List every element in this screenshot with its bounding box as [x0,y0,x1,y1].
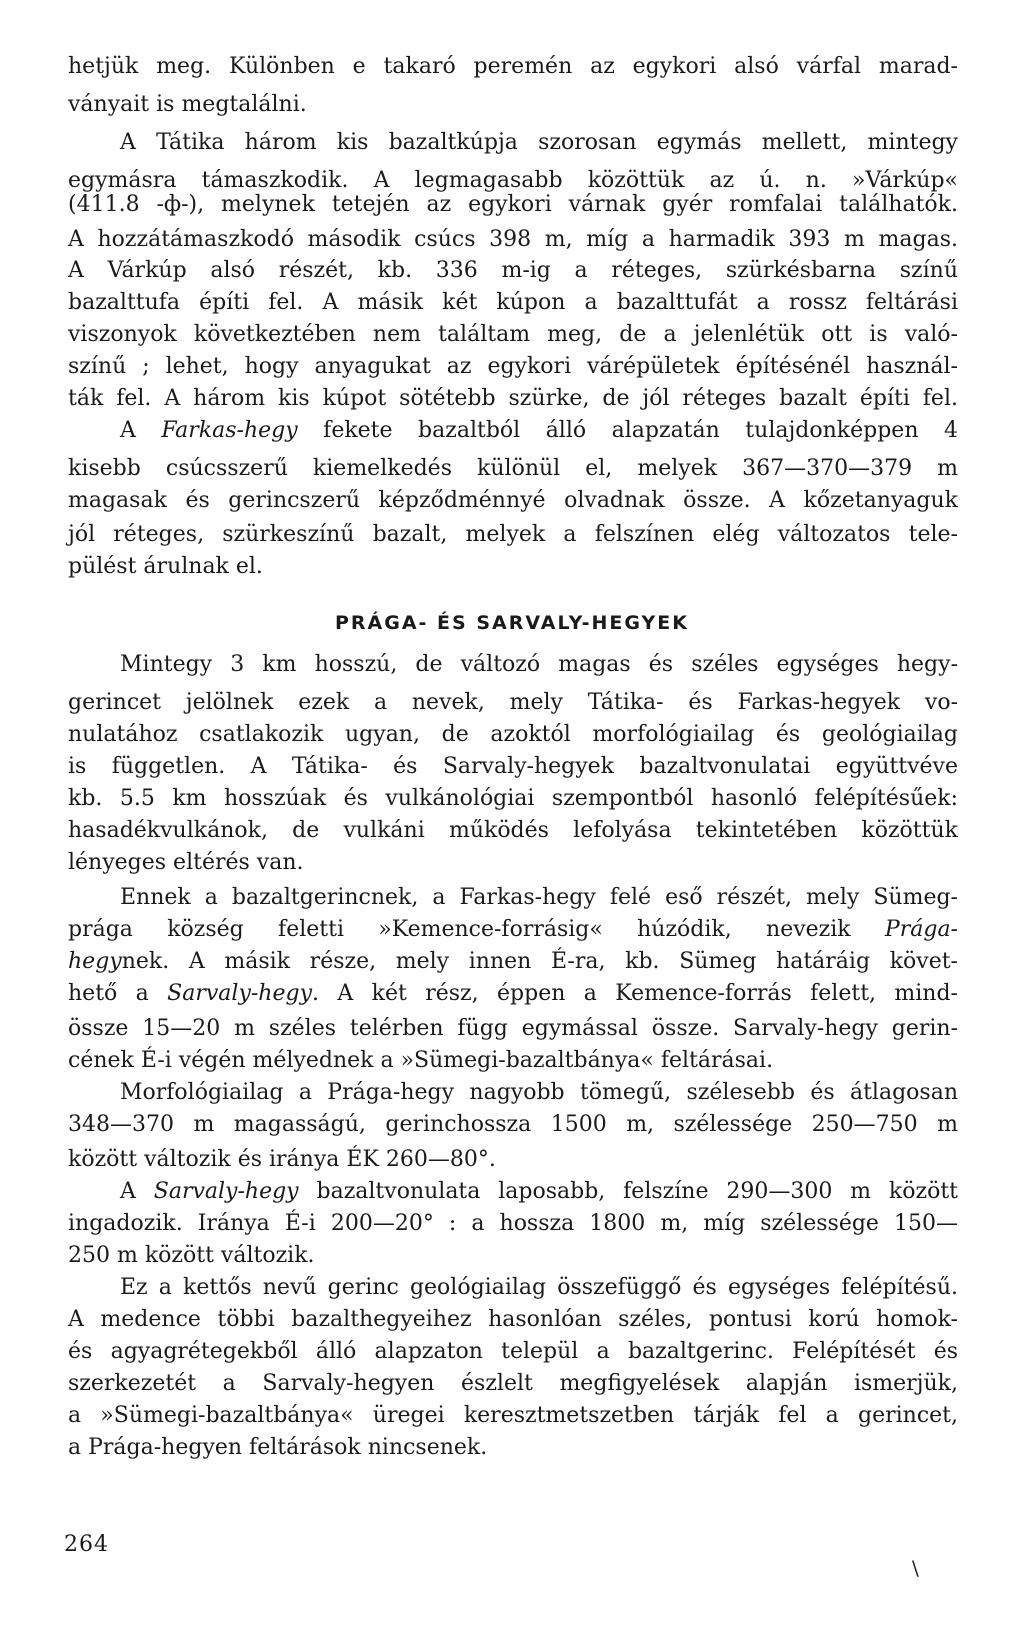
text-line [68,190,958,220]
text-segment: pülést árulnak el. [68,554,263,579]
text-segment: 250 m között változik. [68,1243,315,1268]
text-segment: bazalttufa építi fel. A másik két kúpon a bazalttufát a rossz feltárási [68,290,958,315]
text-segment: A Tátika három kis bazaltkúpja szorosan egymás mellett, mintegy [120,130,958,155]
text-line [68,1337,958,1367]
text-line [68,816,958,846]
text-line [68,1046,958,1076]
page-number: 264 [64,1532,109,1557]
text-line [68,1401,958,1431]
text-line [68,1110,958,1140]
italic-term: Sarvaly-hegy [153,1179,299,1204]
text-segment: magasak és gerincszerű képződménnyé olvadnak össze. A kőzetanyaguk [68,488,958,513]
text-segment: Ennek a bazaltgerincnek, a Farkas-hegy felé eső részét, mely Sümeg- [120,885,958,910]
italic-term: Sarvaly-hegy [167,981,313,1006]
text-line [120,1078,958,1108]
text-segment: A hozzátámaszkodó második csúcs 398 m, míg a harmadik 393 m magas. [68,227,958,252]
text-line [68,225,958,255]
text-line [68,784,958,814]
text-segment: a Prága-hegyen feltárások nincsenek. [68,1435,488,1460]
italic-term: Farkas-hegy [161,418,298,443]
text-segment: a »Sümegi-bazaltbánya« üregei keresztmetszetben tárják fel a gerincet, [68,1403,958,1428]
text-segment: kb. 5.5 km hosszúak és vulkánológiai szempontból hasonló felépítésűek: [68,786,958,811]
text-segment: cének É-i végén mélyednek a »Sümegi-bazaltbánya« feltárásai. [68,1048,774,1073]
text-segment: egymásra támaszkodik. A legmagasabb közöttük az ú. n. »Várkúp« [68,168,958,193]
text-line [120,416,958,446]
text-segment: össze 15—20 m széles telérben függ egymással össze. Sarvaly-hegy gerin- [68,1016,958,1041]
text-line [68,256,958,286]
text-segment: viszonyok következtében nem találtam meg, de a jelenlétük ott is való- [68,322,958,347]
text-segment: hasadékvulkánok, de vulkáni működés lefolyása tekintetében közöttük [68,818,958,843]
text-line [68,1433,958,1463]
corner-mark: \ [912,1556,919,1580]
text-line [68,1305,958,1335]
text-line [120,650,958,680]
text-line [68,1241,958,1271]
text-segment: Ez a kettős nevű gerinc geológiailag összefüggő és egységes felépítésű. [120,1275,958,1300]
text-segment: szerkezetét a Sarvaly-hegyen észlelt megfigyelések alapján ismerjük, [68,1371,958,1396]
text-segment: A [120,1179,154,1204]
text-segment: ták fel. A három kis kúpot sötétebb szürke, de jól réteges bazalt építi fel. [68,386,958,411]
text-segment: A medence többi bazalthegyeihez hasonlóan széles, pontusi korú homok- [68,1307,958,1332]
text-segment: kisebb csúcsszerű kiemelkedés különül el, melyek 367—370—379 m [68,456,958,481]
text-segment: nulatához csatlakozik ugyan, de azoktól morfológiailag és geológiailag [68,722,958,747]
text-line [68,288,958,318]
text-line [68,848,958,878]
text-line [68,90,958,120]
text-line [120,883,958,913]
text-segment: bazaltvonulata laposabb, felszíne 290—300 m között [298,1179,958,1204]
text-segment: lényeges eltérés van. [68,850,304,875]
italic-term: Prága- [884,917,958,942]
text-line [68,979,958,1009]
text-line [68,915,958,945]
text-line [68,1145,958,1175]
text-segment: gerincet jelölnek ezek a nevek, mely Tátika- és Farkas-hegyek vo- [68,690,958,715]
text-segment: fekete bazaltból álló alapzatán tulajdonképpen 4 [297,418,958,443]
text-line [68,1369,958,1399]
text-segment: (411.8 -ф-), melynek tetején az egykori várnak gyér romfalai találhatók. [68,192,958,217]
text-segment: hető a [68,981,168,1006]
text-line [68,1209,958,1239]
text-line [68,52,958,82]
text-segment: jól réteges, szürkeszínű bazalt, melyek a felszínen elég változatos tele- [68,522,958,547]
text-line [68,947,958,977]
text-line [68,486,958,516]
text-segment: és agyagrétegekből álló alapzaton települ a bazaltgerinc. Felépítését és [68,1339,958,1364]
section-heading: PRÁGA- ÉS SARVALY-HEGYEK [335,612,689,634]
text-segment: 348—370 m magasságú, gerinchossza 1500 m, szélessége 250—750 m [68,1112,958,1137]
text-line [120,1177,958,1207]
text-segment: is független. A Tátika- és Sarvaly-hegyek bazaltvonulatai együttvéve [68,754,958,779]
text-segment: színű ; lehet, hogy anyagukat az egykori várépületek építésénél használ- [68,354,958,379]
text-line [120,1273,958,1303]
text-segment: ingadozik. Iránya É-i 200—20° : a hossza 1800 m, míg szélessége 150— [68,1211,958,1236]
text-segment: között változik és iránya ÉK 260—80°. [68,1147,496,1172]
text-segment: ványait is megtalálni. [68,92,307,117]
text-line [68,384,958,414]
text-line [68,752,958,782]
text-line [68,320,958,350]
text-line [68,720,958,750]
text-segment: nek. A másik része, mely innen É-ra, kb. Sümeg határáig követ- [121,949,958,974]
text-line [68,520,958,550]
text-line [68,454,958,484]
italic-term: hegy [68,949,122,974]
text-segment: Mintegy 3 km hosszú, de változó magas és széles egységes hegy- [120,652,958,677]
text-line [68,552,958,582]
text-segment: Morfológiailag a Prága-hegy nagyobb tömegű, szélesebb és átlagosan [120,1080,958,1105]
text-segment: . A két rész, éppen a Kemence-forrás felett, mind- [312,981,958,1006]
text-line [68,352,958,382]
text-line [120,128,958,158]
text-segment: hetjük meg. Különben e takaró peremén az egykori alsó várfal marad- [68,54,958,79]
text-segment: A Várkúp alsó részét, kb. 336 m-ig a réteges, szürkésbarna színű [68,258,958,283]
text-segment: A [120,418,162,443]
text-line [68,688,958,718]
text-line [68,1014,958,1044]
text-segment: prága község feletti »Kemence-forrásig« húzódik, nevezik [68,917,885,942]
